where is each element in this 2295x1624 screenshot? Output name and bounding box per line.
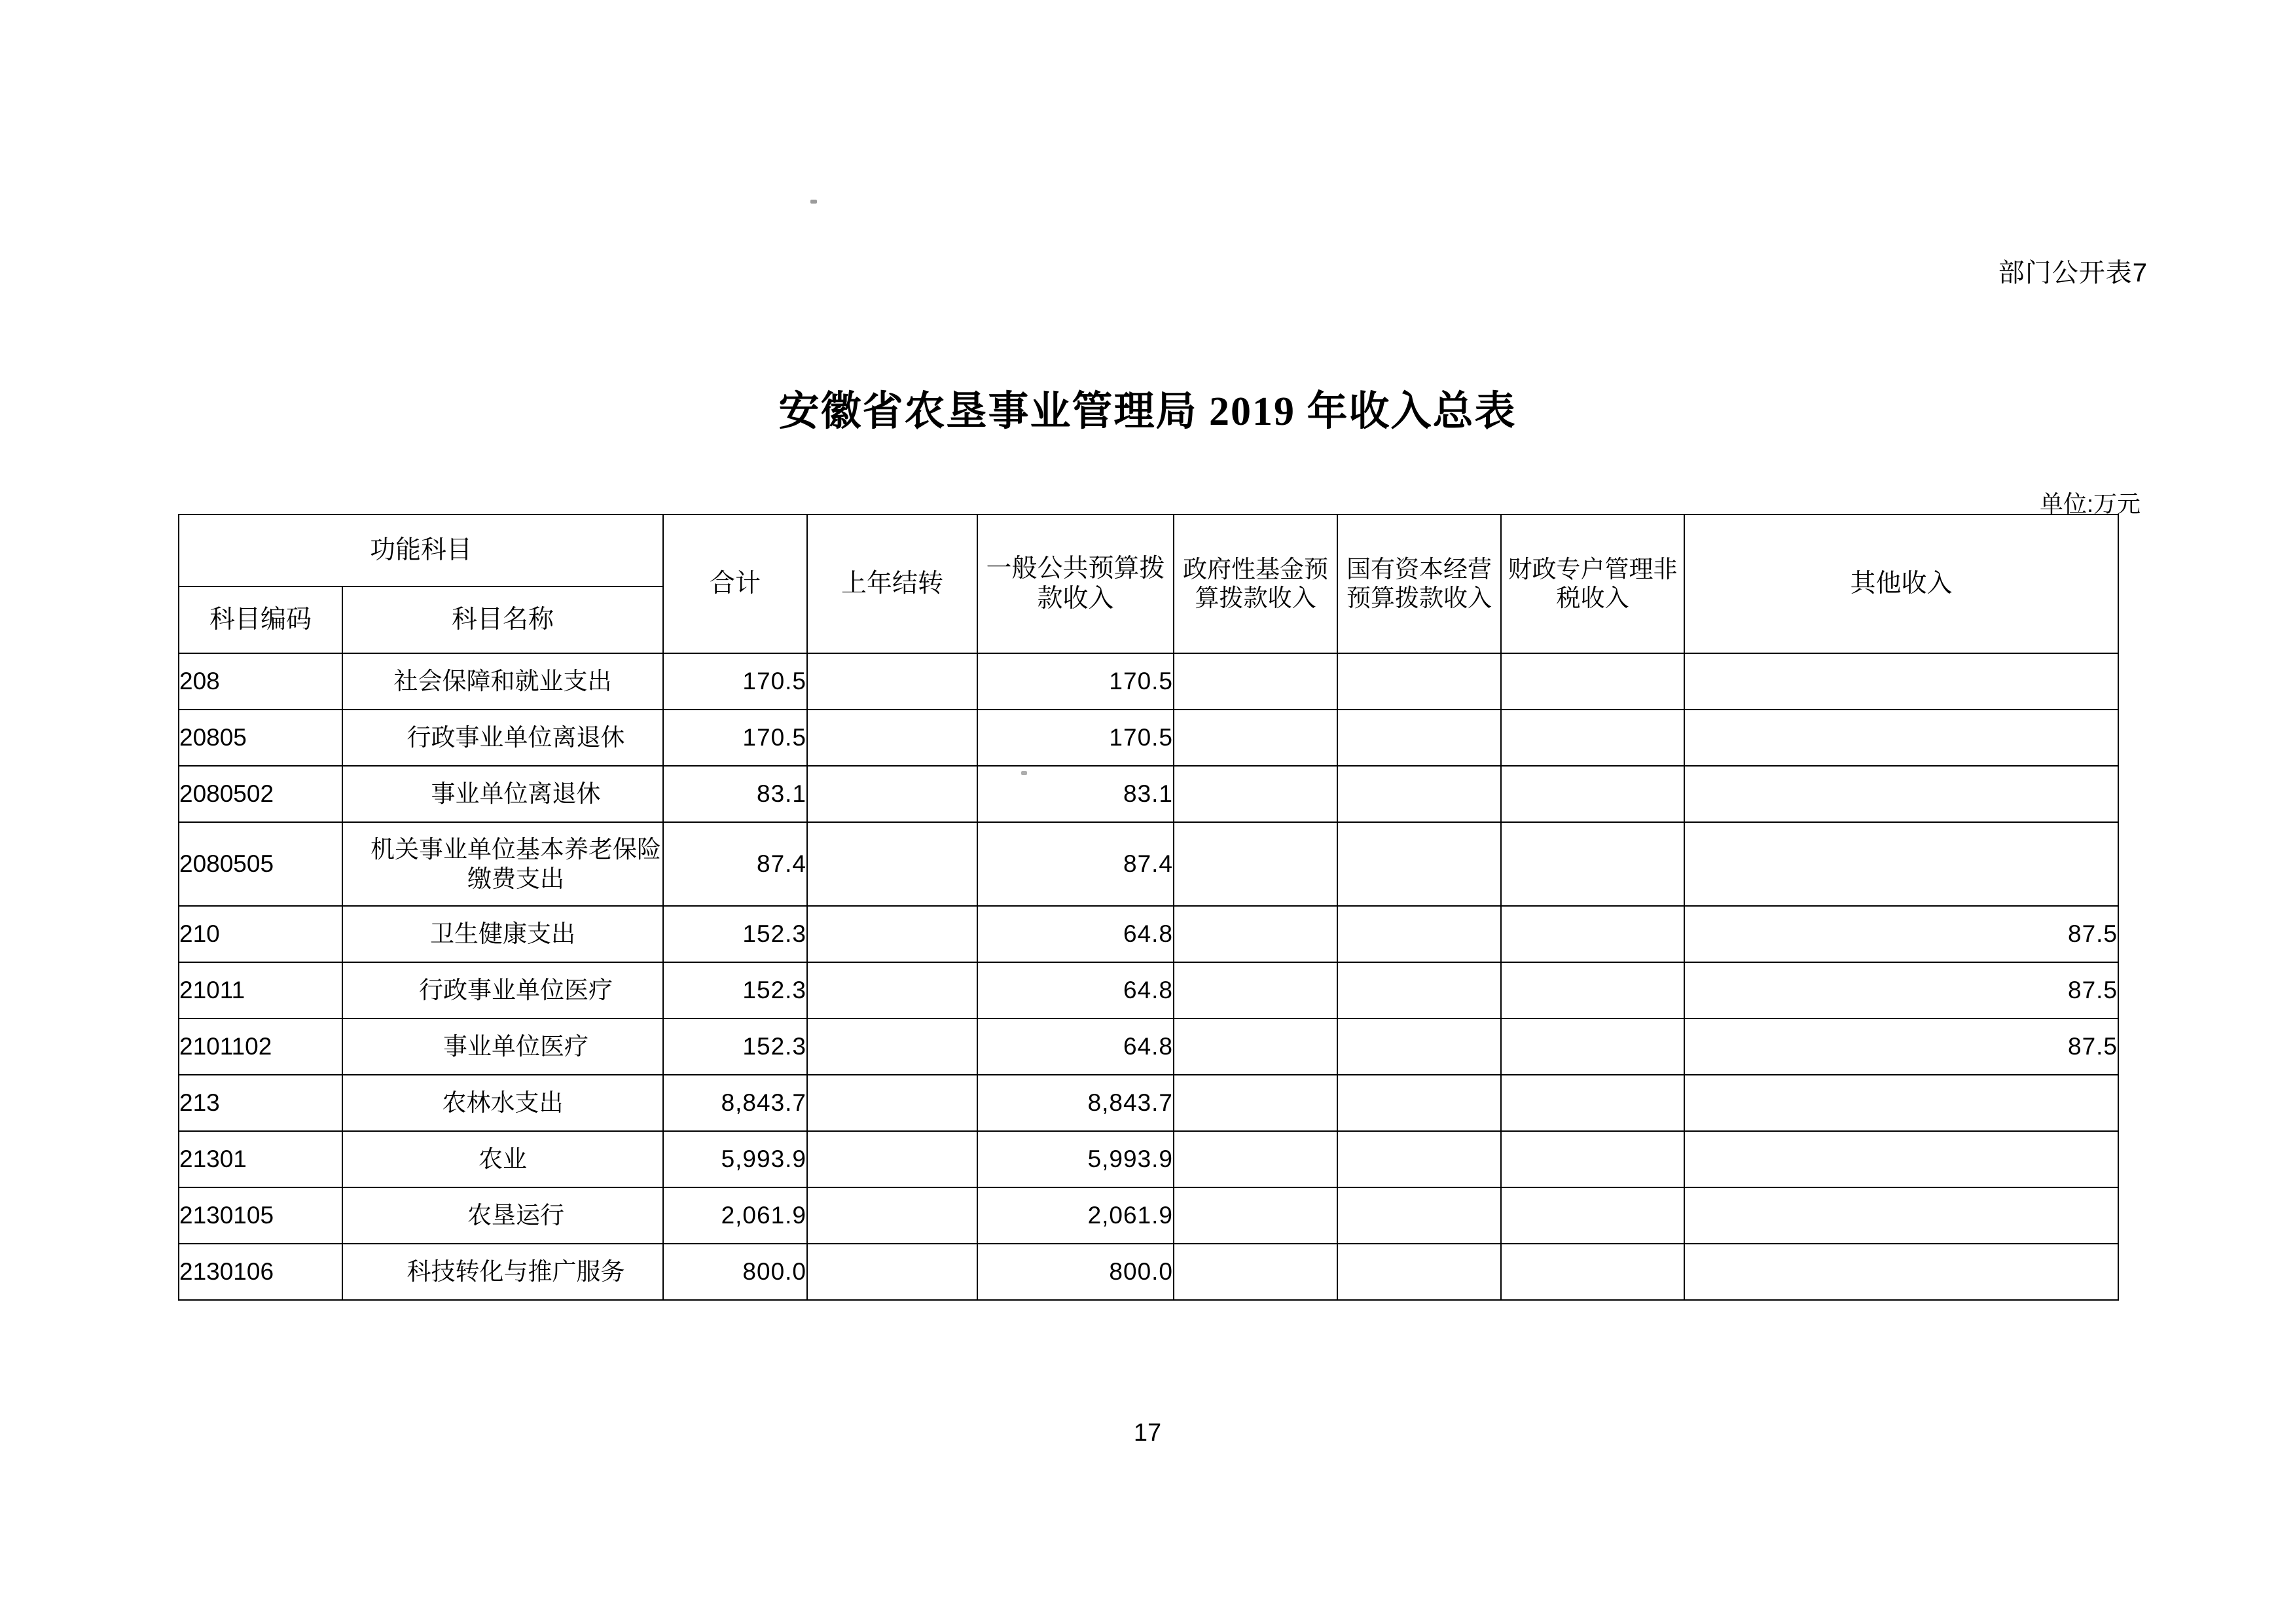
table-row (179, 822, 2118, 906)
cell-state-capital (1337, 1075, 1501, 1131)
cell-public-budget: 170.5 (977, 710, 1174, 766)
table-row (179, 766, 2118, 822)
cell-gov-fund (1174, 1187, 1337, 1244)
cell-public-budget: 83.1 (977, 766, 1174, 822)
cell-carryover (807, 1019, 977, 1075)
cell-subject-code: 21011 (179, 962, 342, 1019)
cell-subject-name: 农业 (342, 1131, 663, 1187)
cell-gov-fund (1174, 1244, 1337, 1300)
cell-other: 87.5 (1684, 906, 2118, 962)
cell-fiscal-account (1501, 710, 1684, 766)
cell-subject-name: 社会保障和就业支出 (342, 653, 663, 710)
cell-public-budget: 5,993.9 (977, 1131, 1174, 1187)
cell-public-budget: 170.5 (977, 653, 1174, 710)
cell-total: 87.4 (663, 822, 807, 906)
unit-note: 单位:万元 (2039, 490, 2141, 517)
cell-gov-fund (1174, 653, 1337, 710)
table-row (179, 1019, 2118, 1075)
cell-carryover (807, 906, 977, 962)
cell-subject-code: 2101102 (179, 1019, 342, 1075)
cell-state-capital (1337, 962, 1501, 1019)
table-body (179, 653, 2118, 1300)
cell-subject-code: 2080505 (179, 822, 342, 906)
cell-subject-name: 科技转化与推广服务 (342, 1244, 663, 1300)
cell-other (1684, 1131, 2118, 1187)
cell-other (1684, 1075, 2118, 1131)
cell-state-capital (1337, 822, 1501, 906)
table-row (179, 1244, 2118, 1300)
cell-total: 170.5 (663, 710, 807, 766)
cell-carryover (807, 1244, 977, 1300)
cell-gov-fund (1174, 822, 1337, 906)
cell-subject-name: 行政事业单位医疗 (342, 962, 663, 1019)
cell-subject-code: 2080502 (179, 766, 342, 822)
cell-fiscal-account (1501, 1244, 1684, 1300)
cell-other (1684, 1244, 2118, 1300)
header-subject-name: 科目名称 (342, 586, 663, 653)
cell-state-capital (1337, 766, 1501, 822)
cell-carryover (807, 822, 977, 906)
cell-subject-code: 2130106 (179, 1244, 342, 1300)
cell-public-budget: 8,843.7 (977, 1075, 1174, 1131)
cell-other: 87.5 (1684, 1019, 2118, 1075)
income-summary-table (178, 514, 2119, 1301)
cell-state-capital (1337, 1131, 1501, 1187)
cell-state-capital (1337, 1187, 1501, 1244)
cell-subject-code: 20805 (179, 710, 342, 766)
table-header-row-top (179, 514, 2118, 586)
cell-total: 152.3 (663, 1019, 807, 1075)
cell-gov-fund (1174, 1075, 1337, 1131)
cell-other (1684, 653, 2118, 710)
cell-subject-name: 行政事业单位离退休 (342, 710, 663, 766)
table-row (179, 1131, 2118, 1187)
cell-total: 170.5 (663, 653, 807, 710)
cell-subject-code: 213 (179, 1075, 342, 1131)
cell-public-budget: 64.8 (977, 1019, 1174, 1075)
cell-carryover (807, 653, 977, 710)
cell-subject-name: 事业单位离退休 (342, 766, 663, 822)
cell-public-budget: 64.8 (977, 906, 1174, 962)
cell-total: 8,843.7 (663, 1075, 807, 1131)
cell-fiscal-account (1501, 1131, 1684, 1187)
cell-public-budget: 64.8 (977, 962, 1174, 1019)
table-row (179, 710, 2118, 766)
cell-fiscal-account (1501, 1075, 1684, 1131)
page-number: 17 (1133, 1419, 1162, 1447)
header-other-income: 其他收入 (1684, 514, 2118, 653)
cell-subject-name: 农林水支出 (342, 1075, 663, 1131)
cell-fiscal-account (1501, 962, 1684, 1019)
table-row (179, 653, 2118, 710)
cell-other (1684, 766, 2118, 822)
cell-subject-name: 事业单位医疗 (342, 1019, 663, 1075)
cell-fiscal-account (1501, 906, 1684, 962)
cell-fiscal-account (1501, 1019, 1684, 1075)
cell-other (1684, 822, 2118, 906)
header-carryover: 上年结转 (807, 514, 977, 653)
cell-total: 152.3 (663, 906, 807, 962)
table-row (179, 1075, 2118, 1131)
table-row (179, 1187, 2118, 1244)
cell-total: 800.0 (663, 1244, 807, 1300)
cell-total: 2,061.9 (663, 1187, 807, 1244)
cell-gov-fund (1174, 710, 1337, 766)
page-title: 安徽省农垦事业管理局 2019 年收入总表 (778, 389, 1517, 434)
header-state-capital: 国有资本经营预算拨款收入 (1337, 514, 1501, 653)
cell-state-capital (1337, 1019, 1501, 1075)
cell-state-capital (1337, 1244, 1501, 1300)
header-fiscal-account: 财政专户管理非税收入 (1501, 514, 1684, 653)
cell-total: 5,993.9 (663, 1131, 807, 1187)
cell-other (1684, 1187, 2118, 1244)
cell-subject-code: 21301 (179, 1131, 342, 1187)
cell-subject-code: 2130105 (179, 1187, 342, 1244)
header-subject-code: 科目编码 (179, 586, 342, 653)
cell-other (1684, 710, 2118, 766)
document-tag-label: 部门公开表7 (1998, 259, 2148, 287)
cell-fiscal-account (1501, 766, 1684, 822)
cell-public-budget: 800.0 (977, 1244, 1174, 1300)
cell-carryover (807, 766, 977, 822)
cell-public-budget: 2,061.9 (977, 1187, 1174, 1244)
cell-subject-code: 210 (179, 906, 342, 962)
table-row (179, 962, 2118, 1019)
cell-carryover (807, 1187, 977, 1244)
header-gov-fund: 政府性基金预算拨款收入 (1174, 514, 1337, 653)
header-public-budget: 一般公共预算拨款收入 (977, 514, 1174, 653)
cell-carryover (807, 1131, 977, 1187)
cell-gov-fund (1174, 1019, 1337, 1075)
scan-artifact-mark (810, 200, 817, 204)
cell-fiscal-account (1501, 1187, 1684, 1244)
cell-fiscal-account (1501, 822, 1684, 906)
cell-public-budget: 87.4 (977, 822, 1174, 906)
cell-state-capital (1337, 906, 1501, 962)
cell-carryover (807, 1075, 977, 1131)
cell-total: 83.1 (663, 766, 807, 822)
cell-gov-fund (1174, 962, 1337, 1019)
cell-state-capital (1337, 710, 1501, 766)
cell-subject-name: 农垦运行 (342, 1187, 663, 1244)
table-row (179, 906, 2118, 962)
cell-other: 87.5 (1684, 962, 2118, 1019)
cell-subject-code: 208 (179, 653, 342, 710)
cell-subject-name: 卫生健康支出 (342, 906, 663, 962)
cell-gov-fund (1174, 1131, 1337, 1187)
cell-carryover (807, 710, 977, 766)
cell-state-capital (1337, 653, 1501, 710)
cell-total: 152.3 (663, 962, 807, 1019)
cell-gov-fund (1174, 766, 1337, 822)
cell-fiscal-account (1501, 653, 1684, 710)
header-total: 合计 (663, 514, 807, 653)
cell-subject-name: 机关事业单位基本养老保险缴费支出 (342, 822, 663, 906)
cell-carryover (807, 962, 977, 1019)
header-group-function-subject: 功能科目 (179, 514, 663, 586)
cell-gov-fund (1174, 906, 1337, 962)
